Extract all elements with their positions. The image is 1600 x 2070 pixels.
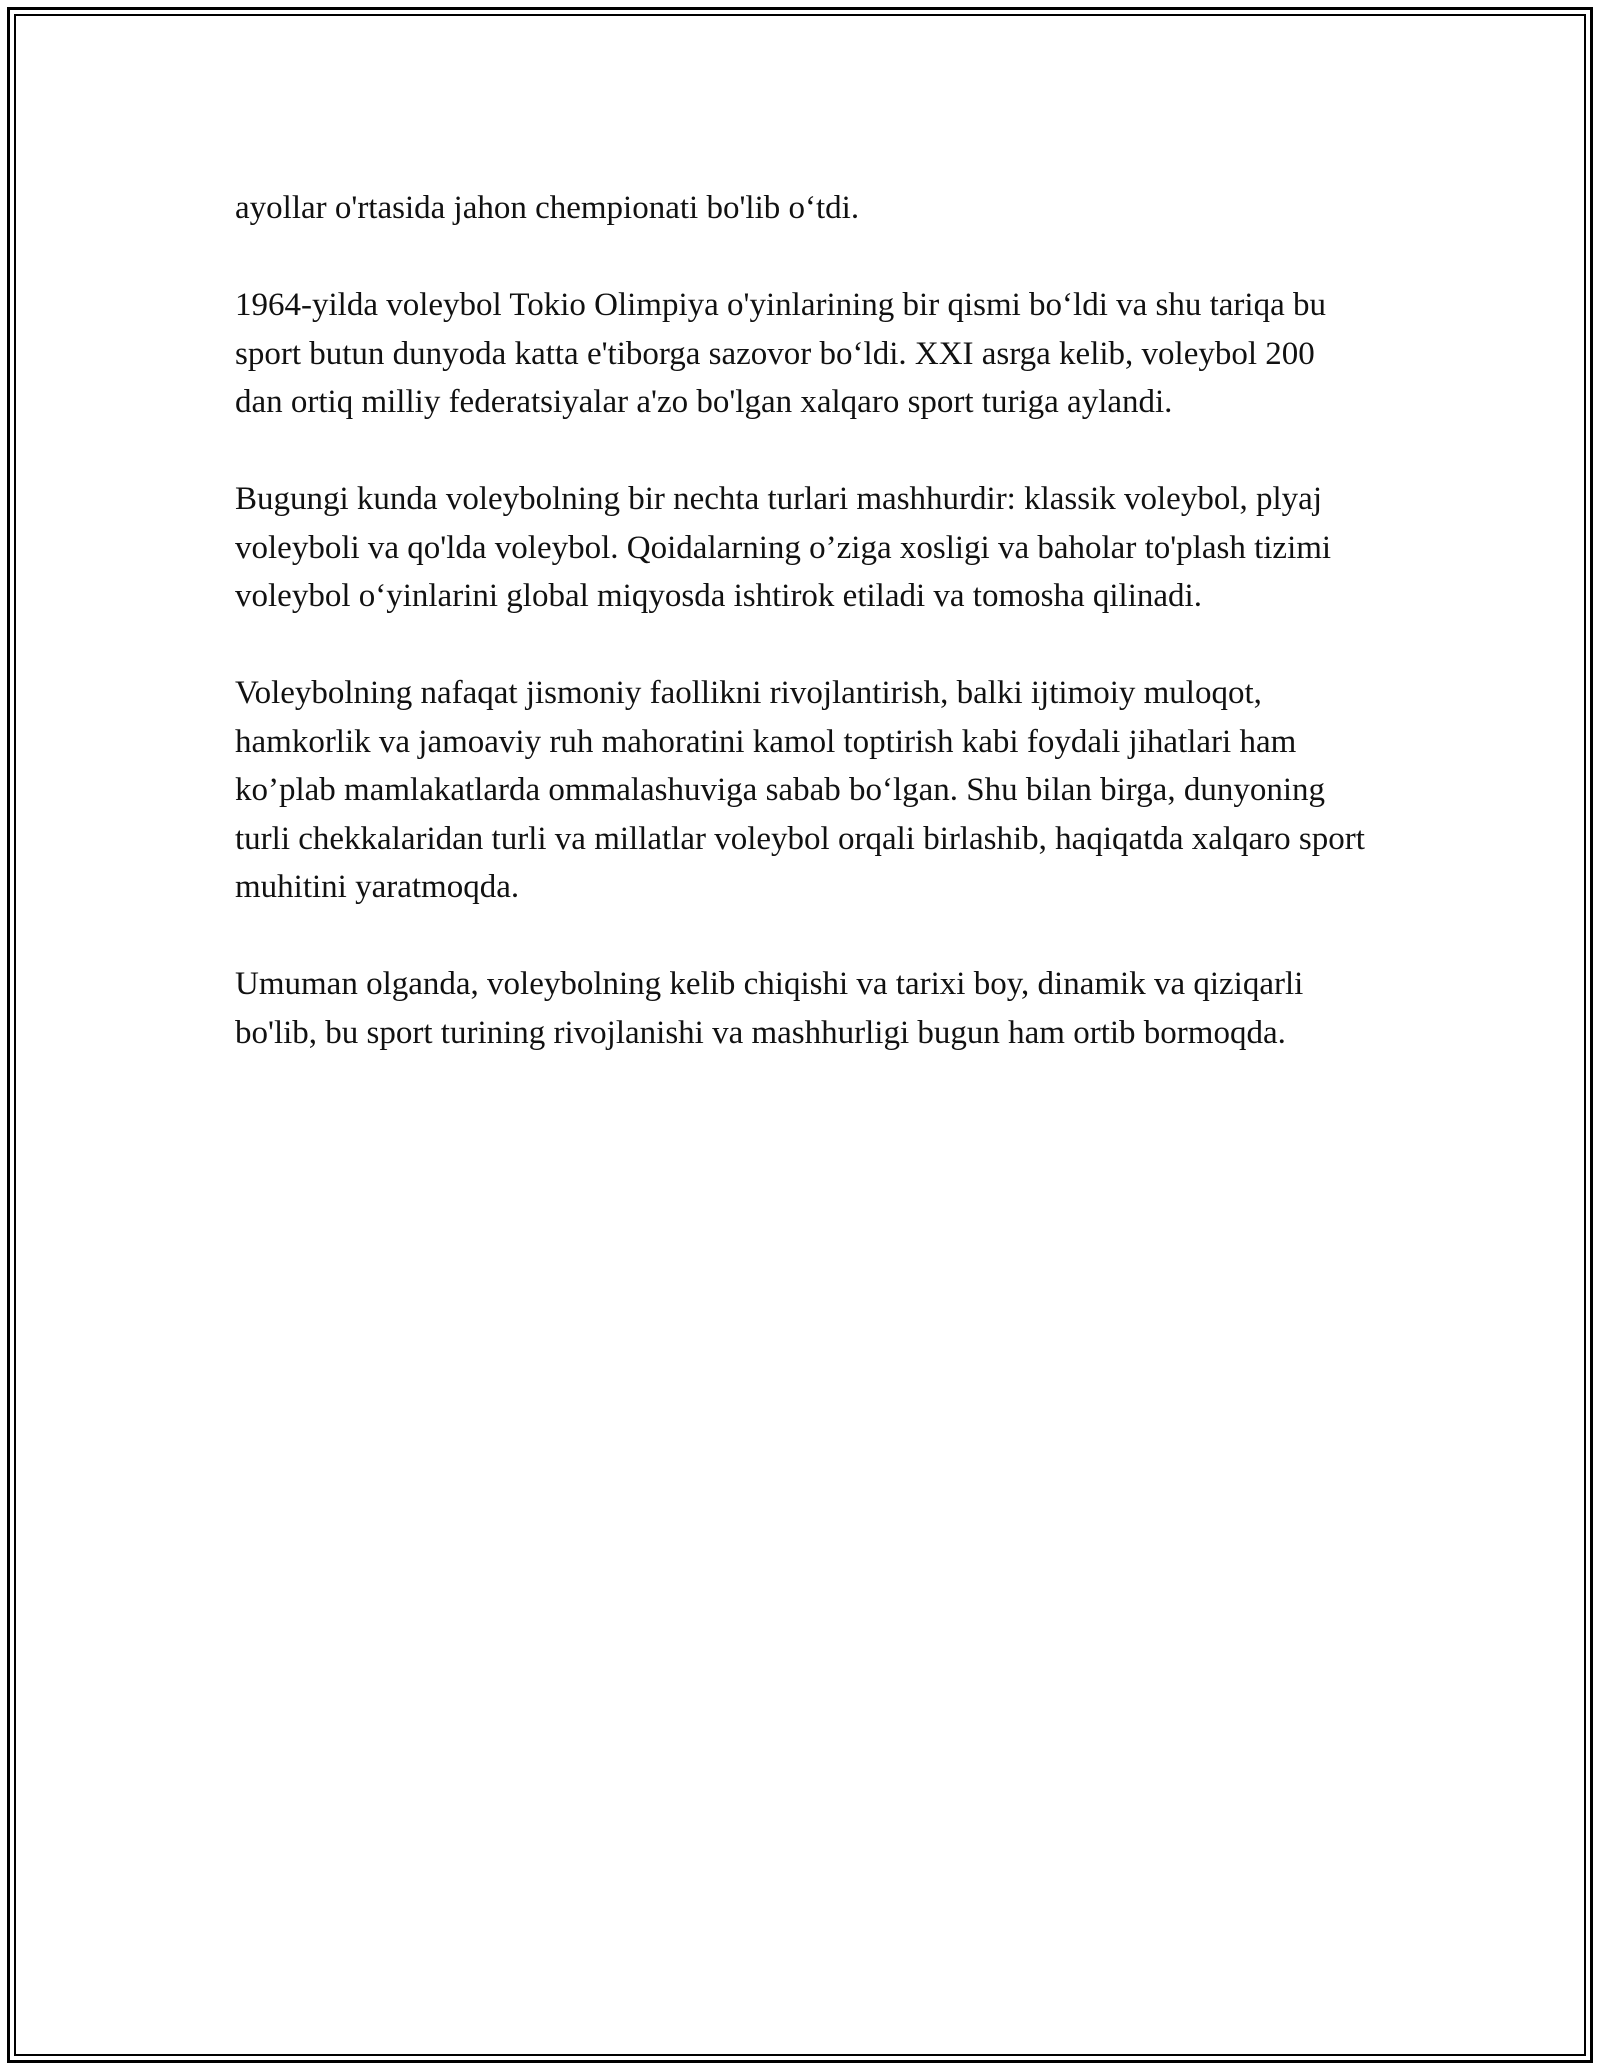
paragraph-3: Bugungi kunda voleybolning bir nechta turlari mashhurdir: klassik voleybol, plyaj voleyboli va qo'lda voleybol. Qoidalarning o’ziga xosligi va baholar to'plash tizimi voleybol o‘yinlarini global miqyosda ishtirok etiladi va tomosha qilinadi. (235, 481, 1332, 614)
document-body (235, 184, 1365, 1106)
paragraph-4: Voleybolning nafaqat jismoniy faollikni rivojlantirish, balki ijtimoiy muloqot, hamkorlik va jamoaviy ruh mahoratini kamol toptirish kabi foydali jihatlari ham ko’plab mamlakatlarda ommalashuviga sabab bo‘lgan. Shu bilan birga, dunyoning turli chekkalaridan turli va millatlar voleybol orqali birlashib, haqiqatda xalqaro sport muhitini yaratmoqda. (235, 675, 1365, 905)
paragraph-1: ayollar o'rtasida jahon chempionati bo'lib o‘tdi. (235, 190, 860, 226)
paragraph-2: 1964-yilda voleybol Tokio Olimpiya o'yinlarining bir qismi bo‘ldi va shu tariqa bu sport butun dunyoda katta e'tiborga sazovor bo‘ldi. XXI asrga kelib, voleybol 200 dan ortiq milliy federatsiyalar a'zo bo'lgan xalqaro sport turiga aylandi. (235, 287, 1326, 420)
paragraph-5: Umuman olganda, voleybolning kelib chiqishi va tarixi boy, dinamik va qiziqarli bo'lib, bu sport turining rivojlanishi va mashhurligi bugun ham ortib bormoqda. (235, 966, 1304, 1051)
